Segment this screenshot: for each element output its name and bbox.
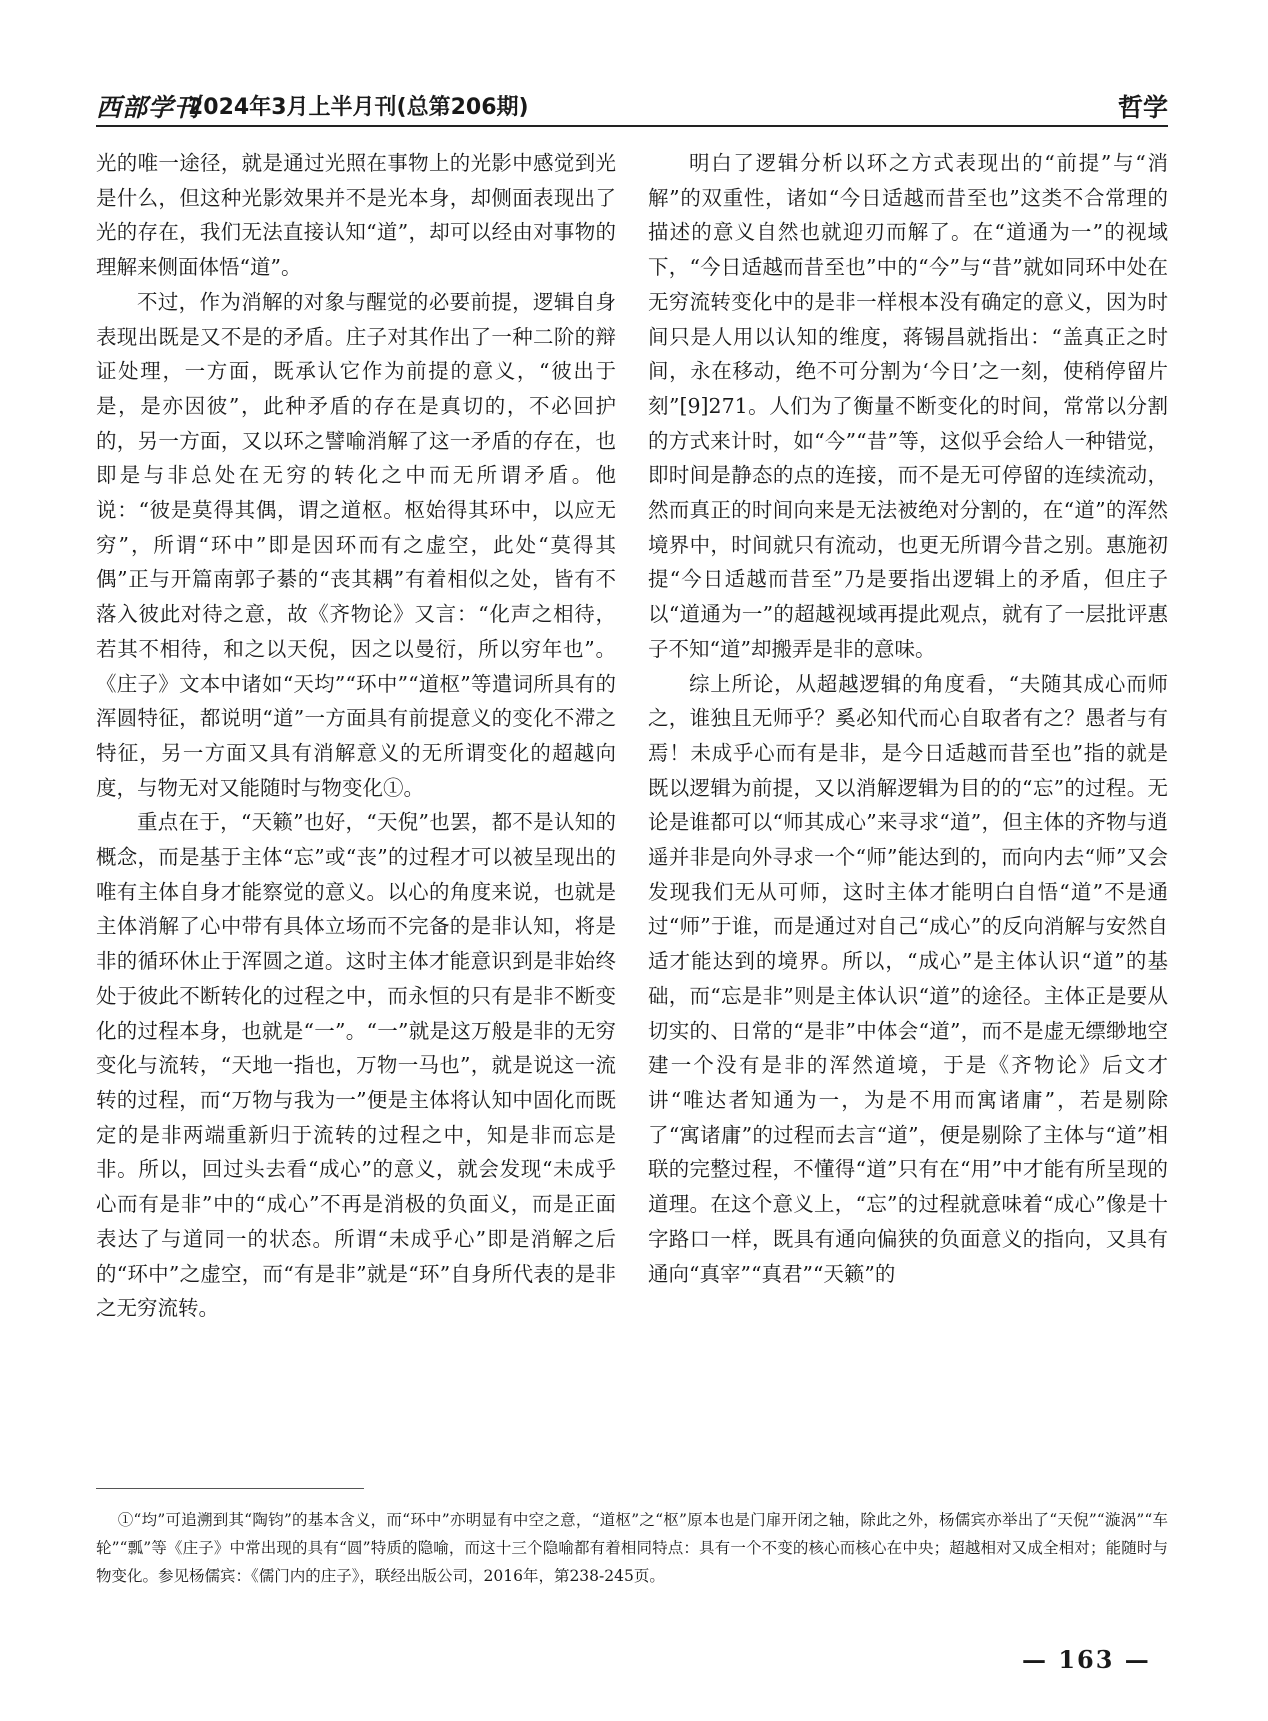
paragraph: 光的唯一途径，就是通过光照在事物上的光影中感觉到光是什么，但这种光影效果并不是光本身，却侧面表现出了光的存在，我们无法直接认知“道”，却可以经由对事物的理解来侧面体悟“道”。 [96,151,616,280]
paragraph: 综上所论，从超越逻辑的角度看，“夫随其成心而师之，谁独且无师乎？奚必知代而心自取者有之？愚者与有焉！未成乎心而有是非，是今日适越而昔至也”指的就是既以逻辑为前提，又以消解逻辑为目的的“忘”的过程。无论是谁都可以“师其成心”来寻求“道”，但主体的齐物与逍遥并非是向外寻求一个“师”能达到的，而向内去“师”又会发现我们无从可师，这时主体才能明白自悟“道”不是通过“师”于谁，而是通过对自己“成心”的反向消解与安然自适才能达到的境界。所以，“成心”是主体认识“道”的基础，而“忘是非”则是主体认识“道”的途径。主体正是要从切实的、日常的“是非”中体会“道”，而不是虚无缥缈地空建一个没有是非的浑然道境，于是《齐物论》后文才讲“唯达者知通为一，为是不用而寓诸庸”，若是剔除了“寓诸庸”的过程而去言“道”，便是剔除了主体与“道”相联的完整过程，不懂得“道”只有在“用”中才能有所呈现的道理。在这个意义上，“忘”的过程就意味着“成心”像是十字路口一样，既具有通向偏狭的负面意义的指向，又具有通向“真宰”“真君”“天籁”的 [648,671,1168,1286]
header-rule [96,125,1168,127]
issue-info: 2024年3月上半月刊(总第206期) [188,95,529,120]
section-label: 哲学 [1117,93,1168,122]
page-header [96,84,1168,124]
left-column [96,146,616,1326]
paragraph: 重点在于，“天籁”也好，“天倪”也罢，都不是认知的概念，而是基于主体“忘”或“丧”的过程才可以被呈现出的唯有主体自身才能察觉的意义。以心的角度来说，也就是主体消解了心中带有具体立场而不完备的是非认知，将是非的循环休止于浑圆之道。这时主体才能意识到是非始终处于彼此不断转化的过程之中，而永恒的只有是非不断变化的过程本身，也就是“一”。“一”就是这万般是非的无穷变化与流转，“天地一指也，万物一马也”，就是说这一流转的过程，而“万物与我为一”便是主体将认知中固化而既定的是非两端重新归于流转的过程之中，知是非而忘是非。所以，回过头去看“成心”的意义，就会发现“未成乎心而有是非”中的“成心”不再是消极的负面义，而是正面表达了与道同一的状态。所谓“未成乎心”即是消解之后的“环中”之虚空，而“有是非”就是“环”自身所代表的是非之无穷流转。 [96,810,616,1321]
footnote: ①“均”可追溯到其“陶钧”的基本含义，而“环中”亦明显有中空之意，“道枢”之“枢”原本也是门扉开闭之轴，除此之外，杨儒宾亦举出了“天倪”“漩涡”“车轮”“瓢”等《庄子》中常出现的具有“圆”特质的隐喻，而这十三个隐喻都有着相同特点：具有一个不变的核心而核心在中央；超越相对又成全相对；能随时与物变化。参见杨儒宾：《儒门内的庄子》，联经出版公司，2016年，第238-245页。 [96,1511,1168,1585]
journal-logo: 西部学刊 [96,93,201,122]
paragraph: 明白了逻辑分析以环之方式表现出的“前提”与“消解”的双重性，诸如“今日适越而昔至也”这类不合常理的描述的意义自然也就迎刃而解了。在“道通为一”的视域下，“今日适越而昔至也”中的“今”与“昔”就如同环中处在无穷流转变化中的是非一样根本没有确定的意义，因为时间只是人用以认知的维度，蒋锡昌就指出：“盖真正之时间，永在移动，绝不可分割为‘今日’之一刻，使稍停留片刻”[9]271。人们为了衡量不断变化的时间，常常以分割的方式来计时，如“今”“昔”等，这似乎会给人一种错觉，即时间是静态的点的连接，而不是无可停留的连续流动，然而真正的时间向来是无法被绝对分割的，在“道”的浑然境界中，时间就只有流动，也更无所谓今昔之别。惠施初提“今日适越而昔至”乃是要指出逻辑上的矛盾，但庄子以“道通为一”的超越视域再提此观点，就有了一层批评惠子不知“道”却搬弄是非的意味。 [648,151,1168,661]
page-number: — 163 — [1022,1645,1151,1674]
paragraph: 不过，作为消解的对象与醒觉的必要前提，逻辑自身表现出既是又不是的矛盾。庄子对其作出了一种二阶的辩证处理，一方面，既承认它作为前提的意义，“彼出于是，是亦因彼”，此种矛盾的存在是真切的，不必回护的，另一方面，又以环之譬喻消解了这一矛盾的存在，也即是与非总处在无穷的转化之中而无所谓矛盾。他说：“彼是莫得其偶，谓之道枢。枢始得其环中，以应无穷”，所谓“环中”即是因环而有之虚空，此处“莫得其偶”正与开篇南郭子綦的“丧其耦”有着相似之处，皆有不落入彼此对待之意，故《齐物论》又言：“化声之相待，若其不相待，和之以天倪，因之以曼衍，所以穷年也”。《庄子》文本中诸如“天均”“环中”“道枢”等遣词所具有的浑圆特征，都说明“道”一方面具有前提意义的变化不滞之特征，另一方面又具有消解意义的无所谓变化的超越向度，与物无对又能随时与物变化①。 [96,289,616,800]
footnote-rule [96,1488,364,1489]
right-column [648,146,1168,1291]
